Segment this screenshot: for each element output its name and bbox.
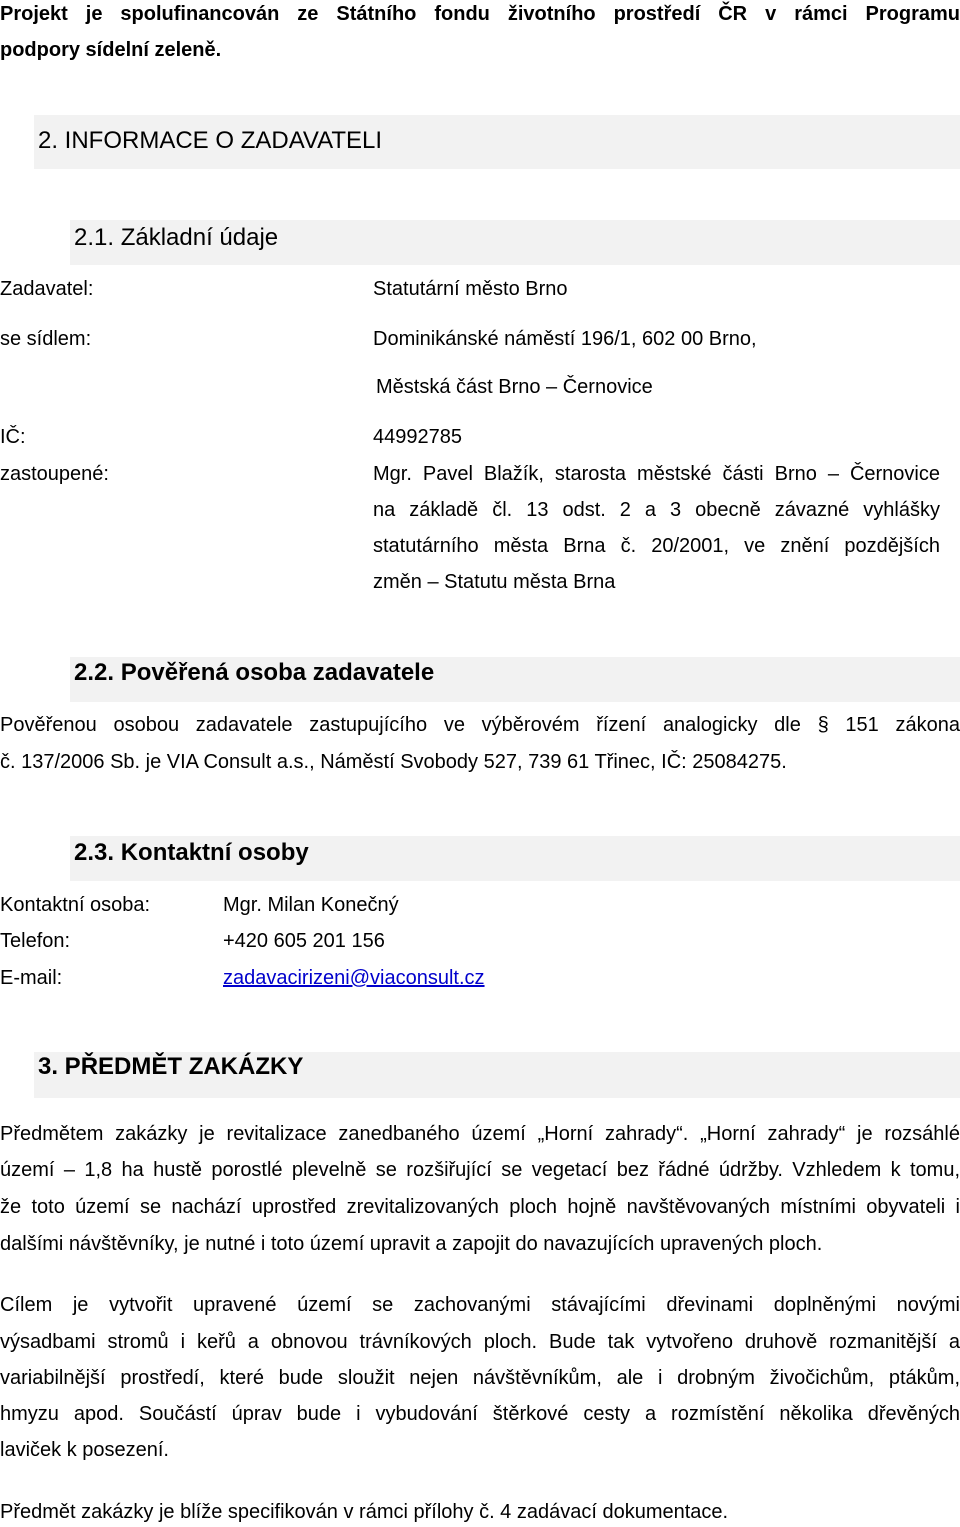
intro-line-2: podpory sídelní zeleně. bbox=[0, 39, 222, 61]
section-3-para-2-line-1: Cílem je vytvořit upravené území se zachovanými stávajícími dřevinami doplněnými novými bbox=[0, 1294, 960, 1316]
zastoupene-line-4: změn – Statutu města Brna bbox=[373, 571, 616, 593]
section-2-2-line-2: č. 137/2006 Sb. je VIA Consult a.s., Náměstí Svobody 527, 739 61 Třinec, IČ: 25084275. bbox=[0, 751, 787, 773]
section-2-2-line-1: Pověřenou osobou zadavatele zastupujícího ve výběrovém řízení analogicky dle § 151 zákona bbox=[0, 714, 960, 736]
contact-label: Kontaktní osoba: bbox=[0, 894, 151, 916]
zastoupene-label: zastoupené: bbox=[0, 463, 109, 485]
intro-line-1: Projekt je spolufinancován ze Státního fondu životního prostředí ČR v rámci Programu bbox=[0, 3, 960, 25]
zastoupene-line-2: na základě čl. 13 odst. 2 a 3 obecně závazné vyhlášky bbox=[373, 499, 940, 521]
section-3-para-1-line-3: že toto území se nachází uprostřed zrevitalizovaných ploch hojně navštěvovaných místními obyvateli i bbox=[0, 1196, 960, 1218]
section-3-heading: 3. PŘEDMĚT ZAKÁZKY bbox=[38, 1053, 304, 1080]
section-3-para-2-line-5: laviček k posezení. bbox=[0, 1439, 169, 1461]
contact-value: Mgr. Milan Konečný bbox=[223, 894, 399, 916]
zadavatel-label: Zadavatel: bbox=[0, 278, 94, 300]
ic-label: IČ: bbox=[0, 426, 26, 448]
ic-value: 44992785 bbox=[373, 426, 462, 448]
section-2-heading: 2. INFORMACE O ZADAVATELI bbox=[38, 127, 383, 154]
section-2-1-heading: 2.1. Základní údaje bbox=[74, 224, 279, 251]
phone-label: Telefon: bbox=[0, 930, 71, 952]
sidlo-label: se sídlem: bbox=[0, 328, 92, 350]
email-label: E-mail: bbox=[0, 967, 63, 989]
phone-value: +420 605 201 156 bbox=[223, 930, 385, 952]
section-3-para-3: Předmět zakázky je blíže specifikován v rámci přílohy č. 4 zadávací dokumentace. bbox=[0, 1501, 729, 1523]
section-3-para-1-line-1: Předmětem zakázky je revitalizace zanedbaného území „Horní zahrady“. „Horní zahrady“ je rozsáhlé bbox=[0, 1123, 960, 1145]
zastoupene-line-1: Mgr. Pavel Blažík, starosta městské části Brno – Černovice bbox=[373, 463, 940, 485]
email-link[interactable]: zadavacirizeni@viaconsult.cz bbox=[223, 967, 485, 989]
section-3-para-2-line-4: hmyzu apod. Součástí úprav bude i vybudování štěrkové cesty a rozmístění několika dřevěných bbox=[0, 1403, 960, 1425]
section-3-para-2-line-2: výsadbami stromů i keřů a obnovou trávníkových ploch. Bude tak vytvořeno druhově rozmanitější a bbox=[0, 1331, 960, 1353]
sidlo-value-line-1: Dominikánské náměstí 196/1, 602 00 Brno, bbox=[373, 328, 757, 350]
section-3-para-1-line-2: území – 1,8 ha hustě porostlé plevelně se rozšiřující se vegetací bez řádné údržby. Vzhledem k tomu, bbox=[0, 1159, 960, 1181]
zadavatel-value: Statutární město Brno bbox=[373, 278, 568, 300]
sidlo-value-line-2: Městská část Brno – Černovice bbox=[376, 376, 653, 398]
section-3-para-2-line-3: variabilnější prostředí, které bude sloužit nejen návštěvníkům, ale i drobným živočichům, ptákům, bbox=[0, 1367, 960, 1389]
section-3-para-1-line-4: dalšími návštěvníky, je nutné i toto území upravit a zapojit do navazujících upravených ploch. bbox=[0, 1233, 823, 1255]
section-2-3-heading: 2.3. Kontaktní osoby bbox=[74, 839, 309, 866]
zastoupene-line-3: statutárního města Brna č. 20/2001, ve znění pozdějších bbox=[373, 535, 940, 557]
section-2-2-heading: 2.2. Pověřená osoba zadavatele bbox=[74, 659, 435, 686]
